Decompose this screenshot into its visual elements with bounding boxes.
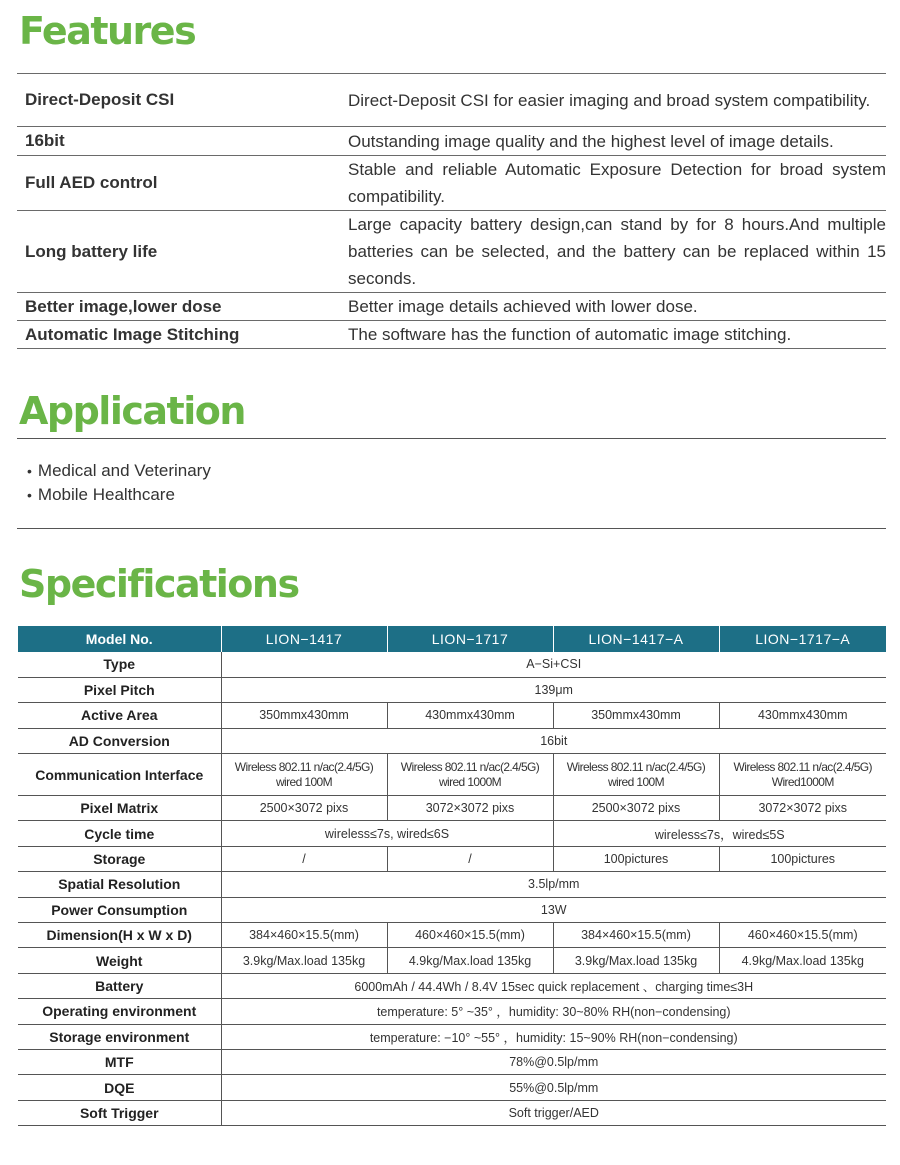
cell: A−Si+CSI [221, 652, 886, 677]
cell: 139μm [221, 677, 886, 702]
feature-name: Automatic Image Stitching [25, 324, 240, 344]
table-row [18, 1100, 886, 1125]
feature-desc: The software has the function of automatic image stitching. [348, 325, 792, 344]
divider [17, 438, 886, 439]
cell: temperature: −10° ~55° ，humidity: 15~90% RH(non−condensing) [221, 1024, 886, 1049]
feature-row [17, 156, 886, 211]
cell-line: wired 100M [607, 774, 665, 789]
feature-row [17, 74, 886, 127]
specifications-title: Specifications [19, 562, 299, 606]
cell [221, 754, 387, 796]
feature-row [17, 293, 886, 321]
feature-name: Better image,lower dose [25, 296, 222, 316]
feature-row [17, 211, 886, 293]
table-row [18, 948, 886, 973]
cell: 3.9kg/Max.load 135kg [221, 948, 387, 973]
cell [719, 754, 886, 796]
divider [17, 528, 886, 529]
header-model: LION−1417 [221, 626, 387, 652]
cell-line: Wireless 802.11 n/ac(2.4/5G) [733, 759, 872, 774]
cell-line: wired 1000M [438, 774, 502, 789]
table-row [18, 1024, 886, 1049]
feature-name: Direct-Deposit CSI [25, 90, 175, 109]
cell: 3.5lp/mm [221, 872, 886, 897]
table-row [18, 999, 886, 1024]
table-row [18, 703, 886, 728]
row-label: AD Conversion [68, 732, 170, 749]
row-label: Dimension(H x W x D) [46, 927, 192, 944]
application-list [27, 459, 211, 507]
cell-line: Wired1000M [771, 774, 834, 789]
table-row [18, 754, 886, 796]
cell: Soft trigger/AED [221, 1100, 886, 1125]
feature-desc: Stable and reliable Automatic Exposure Detection for broad system compatibility. [348, 160, 886, 206]
table-row [18, 677, 886, 702]
table-header-row [18, 626, 886, 652]
table-row [18, 897, 886, 922]
cell: 3.9kg/Max.load 135kg [553, 948, 719, 973]
cell: 6000mAh / 44.4Wh / 8.4V 15sec quick replacement 、charging time≤3H [221, 973, 886, 998]
cell: 13W [221, 897, 886, 922]
cell: 100pictures [553, 846, 719, 871]
row-label: Active Area [80, 707, 158, 724]
cell: 384×460×15.5(mm) [553, 923, 719, 948]
row-label: Spatial Resolution [58, 876, 181, 893]
row-label: Type [103, 656, 136, 673]
table-row [18, 973, 886, 998]
cell: 4.9kg/Max.load 135kg [387, 948, 553, 973]
cell: 2500×3072 pixs [553, 796, 719, 821]
feature-name: Long battery life [25, 241, 158, 261]
cell: 100pictures [719, 846, 886, 871]
row-label: Storage [93, 851, 146, 868]
list-item: • Medical and Veterinary [27, 459, 211, 483]
row-label: Pixel Pitch [83, 682, 155, 699]
cell: / [387, 846, 553, 871]
table-row [18, 1049, 886, 1074]
cell: 16bit [221, 728, 886, 753]
list-item: • Mobile Healthcare [27, 483, 211, 507]
row-label: Pixel Matrix [80, 800, 159, 817]
cell: 55%@0.5lp/mm [221, 1075, 886, 1100]
cell-line: Wireless 802.11 n/ac(2.4/5G) [234, 759, 374, 774]
features-title: Features [19, 9, 196, 53]
table-row [18, 728, 886, 753]
feature-desc: Outstanding image quality and the highest level of image details. [348, 131, 834, 151]
cell: 350mmx430mm [553, 703, 719, 728]
cell: 350mmx430mm [221, 703, 387, 728]
cell: 460×460×15.5(mm) [719, 923, 886, 948]
cell: 4.9kg/Max.load 135kg [719, 948, 886, 973]
row-label: Weight [96, 952, 143, 969]
cell: wireless≤7s，wired≤5S [553, 821, 886, 846]
row-label: Battery [95, 977, 144, 994]
cell: 460×460×15.5(mm) [387, 923, 553, 948]
feature-name: Full AED control [25, 173, 158, 192]
row-label: DQE [104, 1079, 135, 1096]
table-row [18, 1075, 886, 1100]
header-model: LION−1417−A [553, 626, 719, 652]
feature-row [17, 321, 886, 349]
cell-line: Wireless 802.11 n/ac(2.4/5G) [400, 759, 540, 774]
cell: 430mmx430mm [719, 703, 886, 728]
row-label: Soft Trigger [79, 1104, 159, 1121]
row-label: Operating environment [42, 1003, 197, 1020]
row-label: MTF [104, 1054, 134, 1071]
cell: temperature: 5° ~35° ，humidity: 30~80% RH(non−condensing) [221, 999, 886, 1024]
feature-desc: Direct-Deposit CSI for easier imaging and broad system compatibility. [348, 90, 871, 110]
table-row [18, 923, 886, 948]
cell: 3072×3072 pixs [387, 796, 553, 821]
header-model: LION−1717 [387, 626, 553, 652]
cell: 384×460×15.5(mm) [221, 923, 387, 948]
table-row [18, 652, 886, 677]
row-label: Storage environment [49, 1028, 190, 1045]
table-row [18, 796, 886, 821]
feature-row [17, 127, 886, 156]
application-title: Application [19, 389, 245, 433]
row-label: Power Consumption [51, 901, 188, 918]
feature-name: 16bit [25, 131, 65, 150]
row-label: Communication Interface [35, 766, 204, 783]
cell-line: wired 100M [275, 774, 333, 789]
row-label: Cycle time [84, 825, 155, 842]
specifications-table [18, 626, 886, 1126]
header-model-no: Model No. [18, 626, 221, 652]
feature-desc: Large capacity battery design,can stand by for 8 hours.And multiple batteries can be selected, and the battery can be replaced within 15 seconds. [348, 215, 886, 288]
cell: 78%@0.5lp/mm [221, 1049, 886, 1074]
cell: wireless≤7s, wired≤6S [221, 821, 553, 846]
header-model: LION−1717−A [719, 626, 886, 652]
table-row [18, 846, 886, 871]
feature-desc: Better image details achieved with lower dose. [348, 297, 698, 316]
features-table [17, 73, 886, 349]
cell: 430mmx430mm [387, 703, 553, 728]
cell: 3072×3072 pixs [719, 796, 886, 821]
table-row [18, 872, 886, 897]
cell-line: Wireless 802.11 n/ac(2.4/5G) [566, 759, 706, 774]
table-row [18, 821, 886, 846]
cell: 2500×3072 pixs [221, 796, 387, 821]
cell [553, 754, 719, 796]
cell [387, 754, 553, 796]
cell: / [221, 846, 387, 871]
